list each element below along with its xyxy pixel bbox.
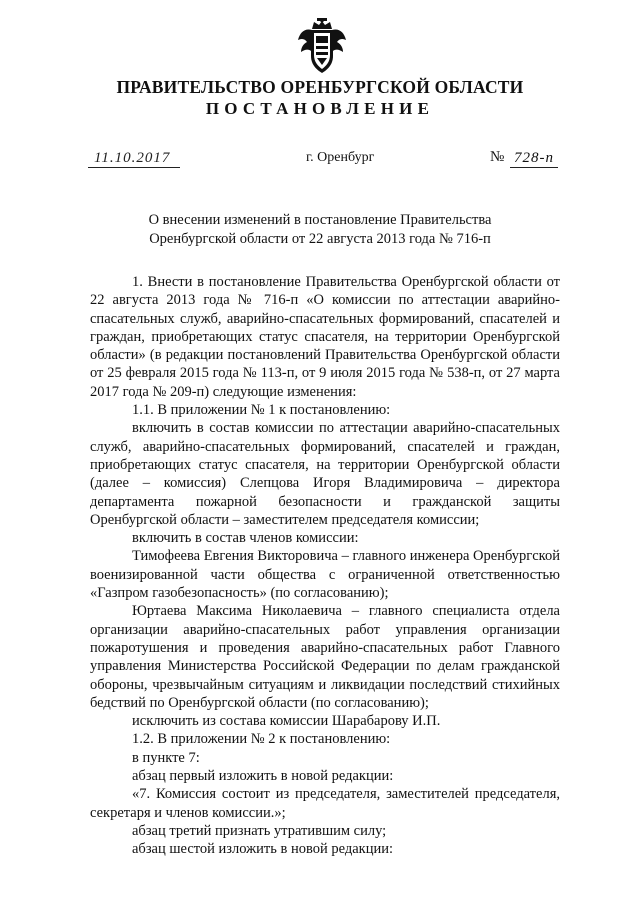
paragraph: в пункте 7:	[132, 749, 200, 766]
paragraph: абзац третий признать утратившим силу;	[132, 822, 387, 839]
document-number-label: №	[490, 149, 505, 165]
paragraph: Юртаева Максима Николаевича – главного специалиста отдела организации аварийно-спасательных работ управления организации пожаротушения и проведения аварийно-спасательных работ Главного управления Министерства Российской Федерации по делам гражданской обороны, чрезвычайным ситуациям и ликвидации последствий стихийных бедствий по Оренбургской области (по согласованию);	[90, 603, 560, 711]
paragraph: включить в состав членов комиссии:	[132, 530, 359, 547]
paragraph: абзац первый изложить в новой редакции:	[132, 768, 394, 785]
subject-line: О внесении изменений в постановление Правительства	[148, 212, 492, 228]
coat-of-arms-icon	[297, 18, 347, 74]
paragraph: 1.2. В приложении № 2 к постановлению:	[132, 731, 391, 748]
document-type: ПОСТАНОВЛЕНИЕ	[205, 99, 435, 118]
paragraph: Тимофеева Евгения Викторовича – главного инженера Оренбургской военизированной части общества с ограниченной ответственностью «Газпром газобезопасность» (по согласованию);	[90, 548, 560, 602]
paragraph: 1.1. В приложении № 1 к постановлению:	[132, 402, 391, 419]
paragraph: включить в состав комиссии по аттестации аварийно-спасательных служб, аварийно-спасательных формирований, спасателей и граждан, приобретающих статус спасателя, на территории Оренбургской области (далее – комиссия) Слепцова Игоря Владимировича – директора департамента пожарной безопасности и гражданской защиты Оренбургской области – заместителем председателя комиссии;	[90, 420, 560, 528]
document-body	[90, 273, 560, 859]
document-date: 11.10.2017	[88, 150, 180, 168]
paragraph: исключить из состава комиссии Шарабарову И.П.	[132, 713, 441, 730]
paragraph: 1. Внести в постановление Правительства Оренбургской области от 22 августа 2013 года № 716-п «О комиссии по аттестации аварийно-спасательных служб, аварийно-спасательных формирований, спасателей и граждан, приобретающих статус спасателя, на территории Оренбургской области» (в редакции постановлений Правительства Оренбургской области от 25 февраля 2015 года № 113-п, от 9 июля 2015 года № 538-п, от 27 марта 2017 года № 209-п) следующие изменения:	[90, 274, 560, 400]
paragraph: «7. Комиссия состоит из председателя, заместителей председателя, секретаря и членов комиссии.»;	[90, 786, 560, 821]
document-city: г. Оренбург	[306, 150, 375, 165]
paragraph: абзац шестой изложить в новой редакции:	[132, 841, 394, 858]
government-title: ПРАВИТЕЛЬСТВО ОРЕНБУРГСКОЙ ОБЛАСТИ	[116, 77, 524, 97]
document-subject	[100, 211, 540, 249]
document-number: 728-п	[510, 150, 558, 168]
subject-line: Оренбургской области от 22 августа 2013 года № 716-п	[149, 231, 491, 247]
